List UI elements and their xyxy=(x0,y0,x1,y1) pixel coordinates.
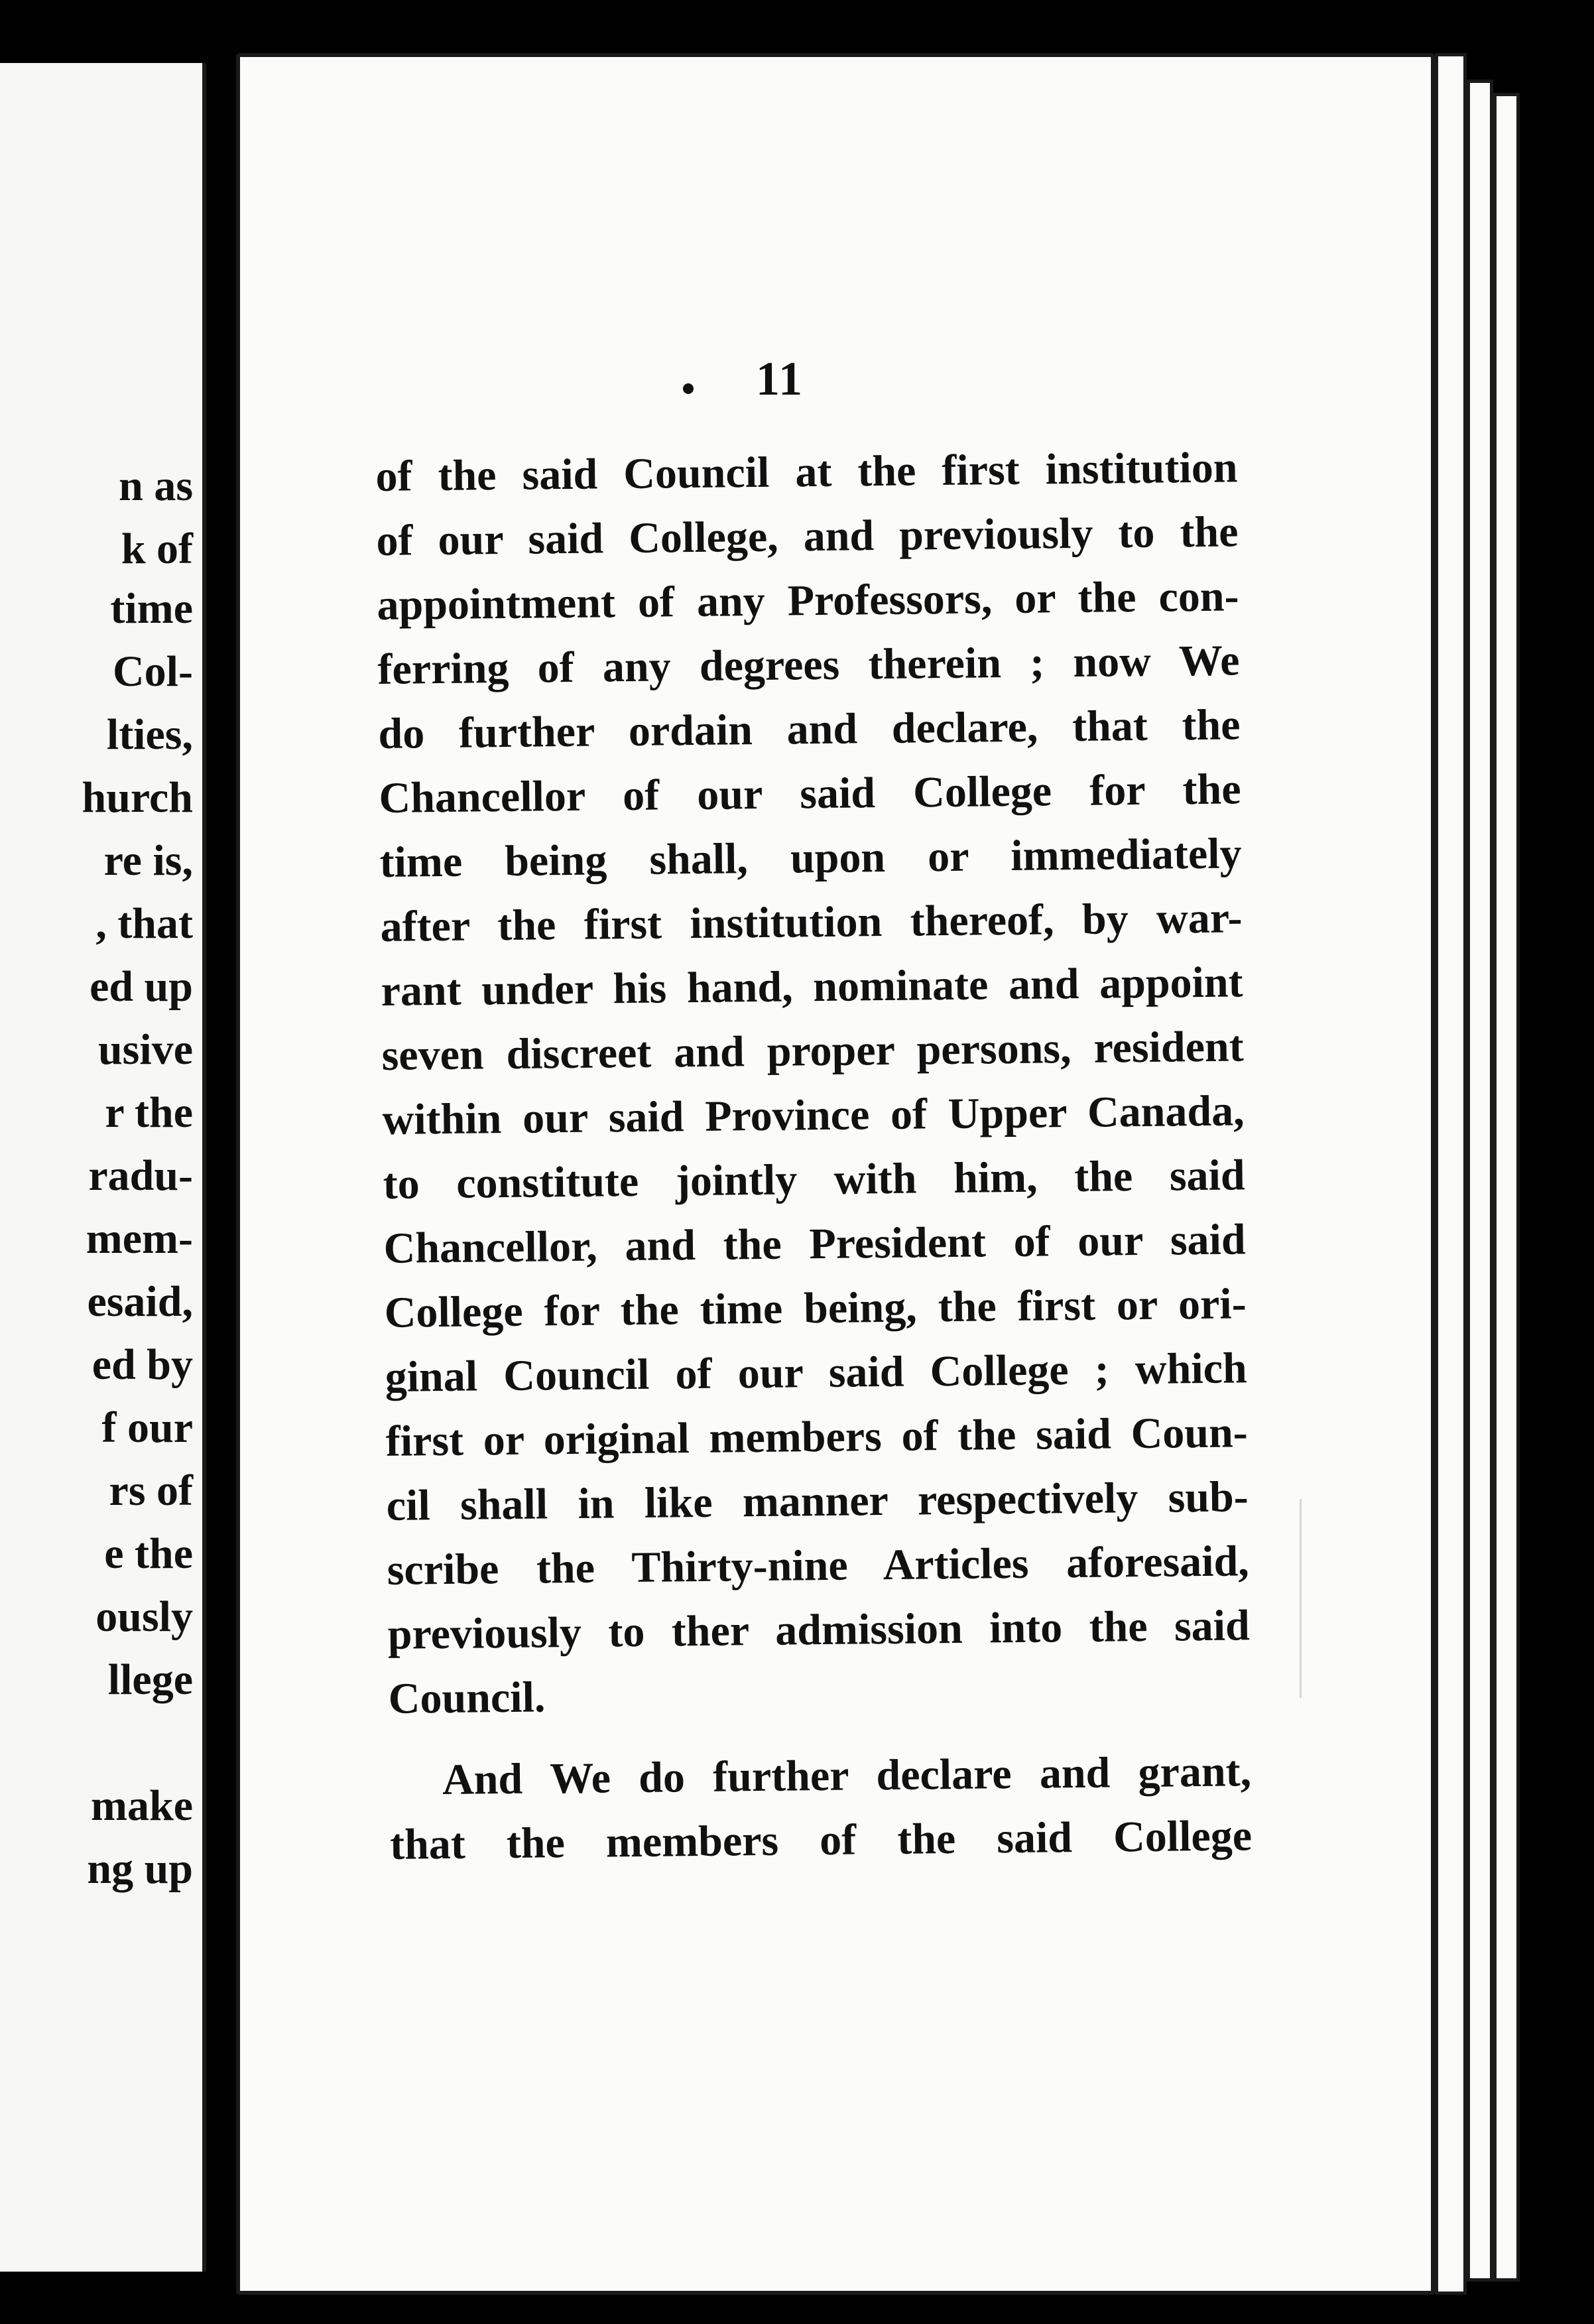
left-page-line-fragment: usive xyxy=(97,1025,193,1074)
text-line: previously to ther admission into the said xyxy=(387,1601,1251,1659)
text-line: within our said Province of Upper Canada, xyxy=(382,1086,1245,1144)
text-line: time being shall, upon or immediately xyxy=(379,829,1242,887)
text-line: rant under his hand, nominate and appoint xyxy=(381,958,1243,1015)
page-edge xyxy=(1467,80,1493,2282)
page-number: 11 xyxy=(756,352,804,405)
text-line: of the said Council at the first institution xyxy=(375,443,1238,501)
pencil-mark xyxy=(1300,1499,1321,1698)
left-page-line-fragment: esaid, xyxy=(87,1277,193,1326)
text-line: to constitute jointly with him, the said xyxy=(383,1151,1245,1208)
text-line: first or original members of the said Coun- xyxy=(385,1408,1249,1466)
left-page-line-fragment: lties, xyxy=(106,710,193,759)
text-line: seven discreet and proper persons, resident xyxy=(381,1022,1244,1080)
left-page-line-fragment: n as xyxy=(119,462,193,510)
text-line: ginal Council of our said College ; which xyxy=(385,1344,1248,1401)
text-line: Chancellor of our said College for the xyxy=(379,765,1241,822)
left-page-line-fragment: , that xyxy=(95,899,193,948)
text-line: after the first institution thereof, by war- xyxy=(380,893,1243,951)
left-page-line-fragment: e the xyxy=(104,1529,193,1578)
left-page-line-fragment: re is, xyxy=(103,836,193,885)
left-page-line-fragment: f our xyxy=(101,1403,193,1452)
text-line: that the members of the said College xyxy=(389,1811,1253,1869)
left-page-line-fragment: ed up xyxy=(90,962,193,1011)
left-page-line-fragment: ed by xyxy=(92,1340,193,1389)
body-text xyxy=(375,435,1253,1876)
page-number-dot xyxy=(683,383,694,394)
text-line: Council. xyxy=(388,1673,546,1723)
left-page-line-fragment: time xyxy=(110,584,193,633)
left-page-line-fragment: llege xyxy=(107,1655,193,1704)
text-line: College for the time being, the first or ori- xyxy=(384,1279,1247,1337)
page-edge xyxy=(1435,53,1467,2295)
book-gutter xyxy=(206,0,236,2324)
left-page-line-fragment: k of xyxy=(121,525,193,573)
text-line: Chancellor, and the President of our said xyxy=(383,1215,1247,1273)
left-page-line-fragment: ng up xyxy=(87,1844,193,1893)
text-line: ferring of any degrees therein ; now We xyxy=(377,636,1240,694)
text-line: of our said College, and previously to the xyxy=(376,507,1239,565)
left-page-line-fragment: mem- xyxy=(86,1214,193,1263)
text-line: scribe the Thirty-nine Articles aforesaid, xyxy=(387,1537,1250,1594)
text-line: And We do further declare and grant, xyxy=(442,1747,1252,1805)
left-page-line-fragment: radu- xyxy=(88,1151,193,1200)
left-page-line-fragment: r the xyxy=(105,1088,193,1137)
left-page-line-fragment: hurch xyxy=(82,773,193,822)
left-facing-page xyxy=(0,63,206,2272)
left-page-line-fragment: rs of xyxy=(109,1466,193,1515)
left-page-line-fragment: Col- xyxy=(113,647,193,696)
left-page-line-fragment: ously xyxy=(95,1592,193,1641)
page-edge xyxy=(1493,93,1520,2282)
text-line: cil shall in like manner respectively sub- xyxy=(386,1472,1249,1530)
text-line: do further ordain and declare, that the xyxy=(378,700,1241,758)
left-page-line-fragment: make xyxy=(91,1781,193,1830)
text-line: appointment of any Professors, or the con- xyxy=(377,572,1239,629)
